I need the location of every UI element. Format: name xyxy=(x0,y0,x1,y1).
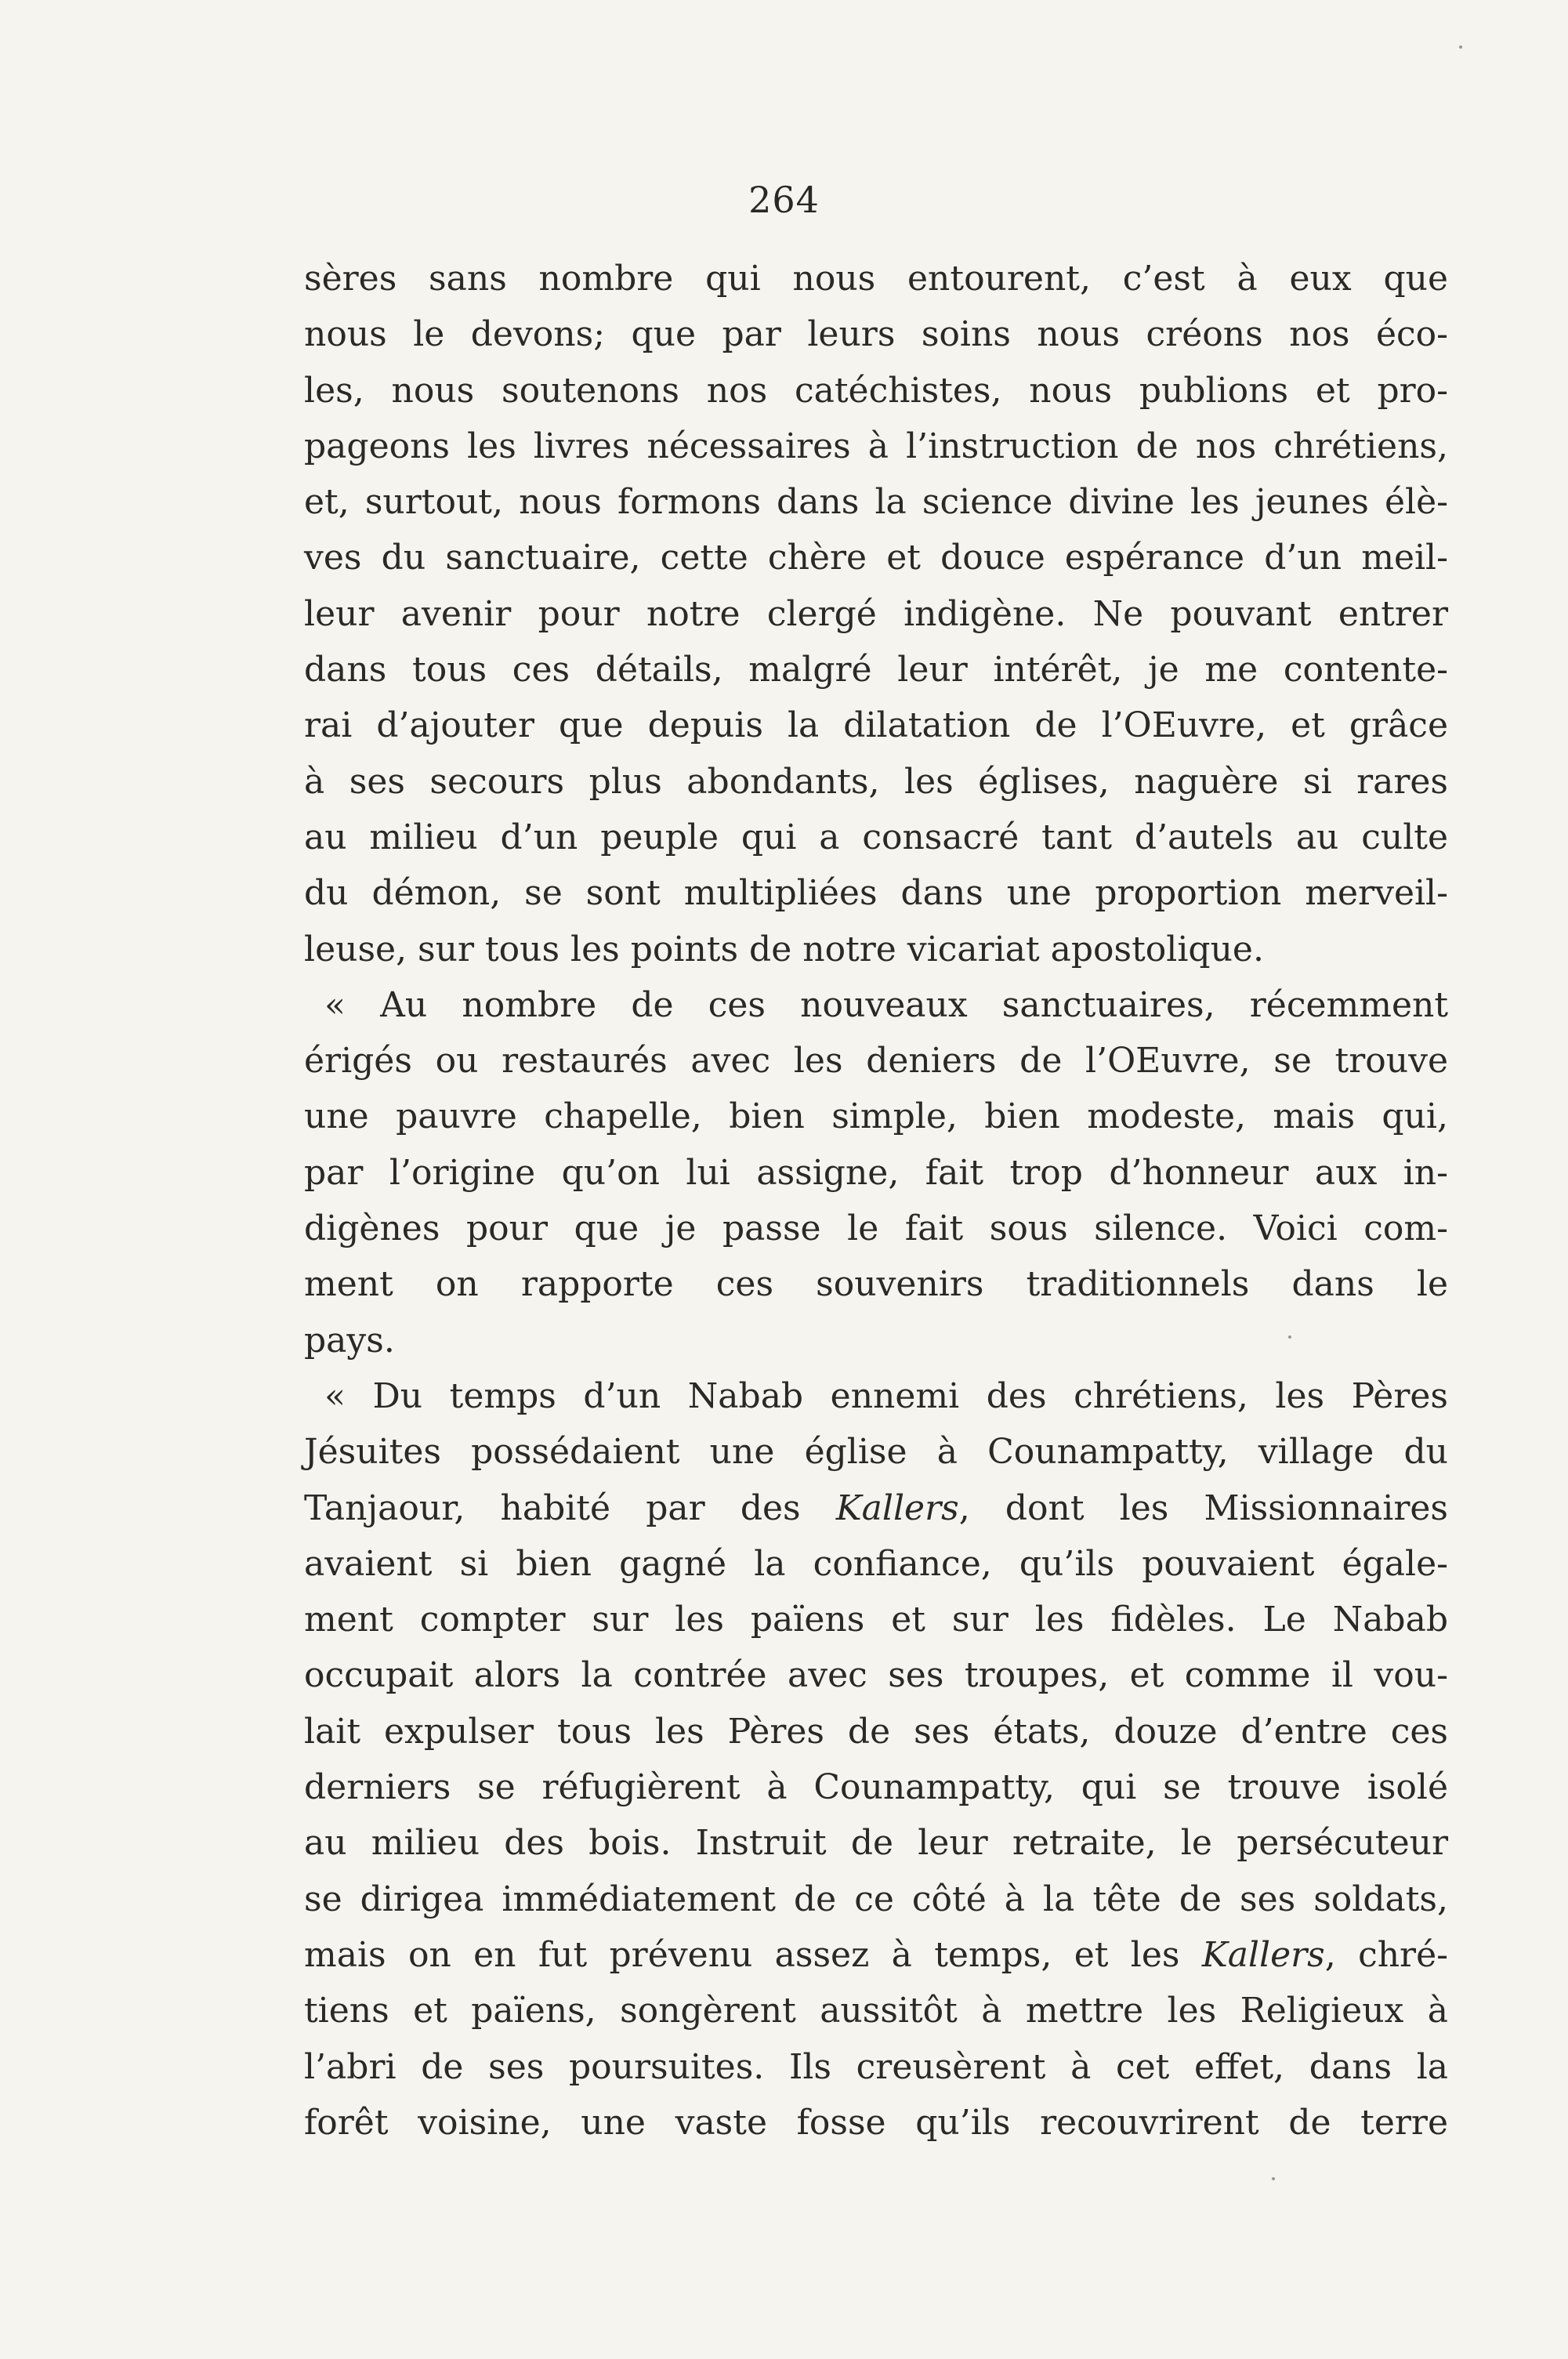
text-line: leur avenir pour notre clergé indigène. Ne pouvant entrer xyxy=(304,593,1448,634)
text-line: au milieu d’un peuple qui a consacré tant d’autels au culte xyxy=(304,817,1448,857)
text-line: derniers se réfugièrent à Counampatty, qui se trouve isolé xyxy=(304,1767,1448,1808)
page-number: 264 xyxy=(748,179,820,221)
line-segment: , dont les Missionnaires xyxy=(958,1488,1448,1528)
paragraph-end-line: leuse, sur tous les points de notre vicariat apostolique. xyxy=(304,929,1264,969)
text-line: les, nous soutenons nos catéchistes, nous publions et pro- xyxy=(304,370,1448,411)
text-line-with-italic xyxy=(304,1927,1448,1983)
text-line: ment on rapporte ces souvenirs traditionnels dans le xyxy=(304,1264,1448,1305)
text-line: sères sans nombre qui nous entourent, c’est à eux que xyxy=(304,259,1448,299)
text-line: ment compter sur les païens et sur les fidèles. Le Nabab xyxy=(304,1600,1448,1640)
text-line: ves du sanctuaire, cette chère et douce espérance d’un meil- xyxy=(304,538,1448,578)
text-line: Jésuites possédaient une église à Counampatty, village du xyxy=(304,1432,1448,1473)
line-segment: mais on en fut prévenu assez à temps, et les xyxy=(304,1934,1202,1975)
text-line: nous le devons; que par leurs soins nous créons nos éco- xyxy=(304,314,1448,355)
line-segment: , chré- xyxy=(1324,1934,1448,1975)
text-line: à ses secours plus abondants, les églises, naguère si rares xyxy=(304,761,1448,802)
text-line: au milieu des bois. Instruit de leur retraite, le persécuteur xyxy=(304,1823,1448,1864)
paper-speck xyxy=(1272,2177,1275,2180)
text-line: digènes pour que je passe le fait sous silence. Voici com- xyxy=(304,1208,1448,1249)
text-line: pageons les livres nécessaires à l’instruction de nos chrétiens, xyxy=(304,426,1448,466)
text-line: occupait alors la contrée avec ses troupes, et comme il vou- xyxy=(304,1655,1448,1696)
text-line: par l’origine qu’on lui assigne, fait trop d’honneur aux in- xyxy=(304,1152,1448,1193)
text-line-with-italic xyxy=(304,1480,1448,1536)
italic-term: Kallers xyxy=(835,1488,959,1528)
text-line: érigés ou restaurés avec les deniers de l’OEuvre, se trouve xyxy=(304,1041,1448,1082)
text-line: rai d’ajouter que depuis la dilatation de l’OEuvre, et grâce xyxy=(304,705,1448,746)
text-line: se dirigea immédiatement de ce côté à la tête de ses soldats, xyxy=(304,1879,1448,1919)
text-line: forêt voisine, une vaste fosse qu’ils recouvrirent de terre xyxy=(304,2102,1448,2143)
paragraph-end-line: pays. xyxy=(304,1320,395,1361)
paper-speck xyxy=(1288,1335,1291,1339)
body-text xyxy=(304,251,1448,2151)
paragraph-start-line: « Au nombre de ces nouveaux sanctuaires, récemment xyxy=(324,984,1448,1025)
text-line: l’abri de ses poursuites. Ils creusèrent à cet effet, dans la xyxy=(304,2046,1448,2087)
text-line: et, surtout, nous formons dans la science divine les jeunes élè- xyxy=(304,482,1448,523)
italic-term: Kallers xyxy=(1201,1934,1325,1975)
text-line: tiens et païens, songèrent aussitôt à mettre les Religieux à xyxy=(304,1991,1448,2031)
paper-speck xyxy=(1459,45,1462,49)
text-line: avaient si bien gagné la confiance, qu’ils pouvaient égale- xyxy=(304,1543,1448,1584)
text-line: une pauvre chapelle, bien simple, bien modeste, mais qui, xyxy=(304,1096,1448,1137)
text-line: lait expulser tous les Pères de ses états, douze d’entre ces xyxy=(304,1711,1448,1752)
text-line: dans tous ces détails, malgré leur intérêt, je me contente- xyxy=(304,650,1448,690)
text-line: du démon, se sont multipliées dans une proportion merveil- xyxy=(304,873,1448,914)
line-segment: Tanjaour, habité par des xyxy=(304,1488,836,1528)
paragraph-start-line: « Du temps d’un Nabab ennemi des chrétiens, les Pères xyxy=(324,1375,1448,1416)
